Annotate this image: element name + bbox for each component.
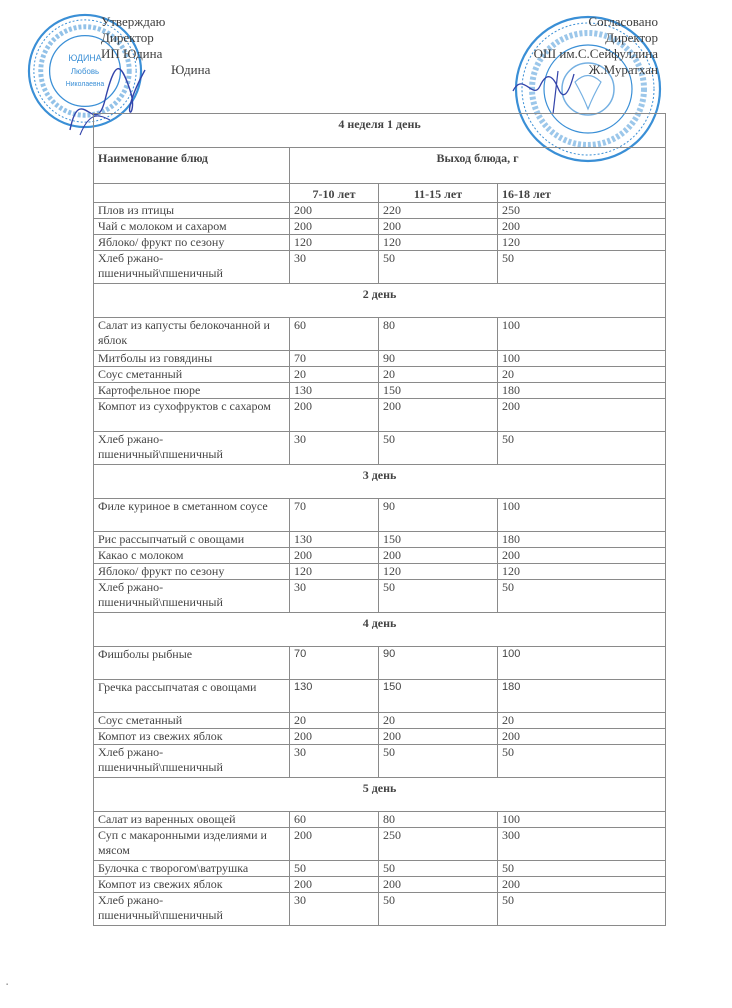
yield-7-10: 200 [290, 828, 379, 861]
table-row [94, 713, 666, 729]
yield-16-18: 120 [498, 564, 666, 580]
day-title-row [94, 778, 666, 812]
yield-16-18: 200 [498, 219, 666, 235]
dish-name: Какао с молоком [94, 548, 290, 564]
yield-11-15: 150 [379, 383, 498, 399]
table-row [94, 580, 666, 613]
yield-11-15: 90 [379, 351, 498, 367]
table-row [94, 861, 666, 877]
svg-text:ЮДИНА: ЮДИНА [68, 53, 102, 64]
yield-11-15: 200 [379, 729, 498, 745]
col-header-dish: Наименование блюд [94, 148, 290, 184]
yield-16-18: 250 [498, 203, 666, 219]
yield-11-15: 50 [379, 432, 498, 465]
yield-11-15: 50 [379, 251, 498, 284]
table-row [94, 367, 666, 383]
approval-left-line3: ИП Юдина [101, 46, 163, 61]
yield-7-10: 20 [290, 367, 379, 383]
yield-16-18: 180 [498, 680, 666, 713]
approval-block-left [101, 14, 210, 78]
yield-11-15: 200 [379, 877, 498, 893]
yield-16-18: 100 [498, 647, 666, 680]
yield-11-15: 200 [379, 219, 498, 235]
dish-name: Хлеб ржано-пшеничный\пшеничный [94, 432, 290, 465]
header-row [94, 148, 666, 184]
yield-11-15: 250 [379, 828, 498, 861]
dish-name: Салат из варенных овощей [94, 812, 290, 828]
dish-name: Суп с макаронными изделиями и мясом [94, 828, 290, 861]
yield-7-10: 200 [290, 399, 379, 432]
approval-right-line4: Ж.Муратхан [588, 62, 658, 77]
yield-16-18: 200 [498, 399, 666, 432]
table-row [94, 812, 666, 828]
yield-11-15: 120 [379, 235, 498, 251]
yield-11-15: 50 [379, 580, 498, 613]
yield-16-18: 180 [498, 383, 666, 399]
yield-7-10: 200 [290, 548, 379, 564]
yield-11-15: 50 [379, 861, 498, 877]
week-title-row [94, 114, 666, 148]
dish-name: Салат из капусты белокочанной и яблок [94, 318, 290, 351]
table-row [94, 729, 666, 745]
dish-name: Рис рассыпчатый с овощами [94, 532, 290, 548]
table-row [94, 499, 666, 532]
age-header-7-10: 7-10 лет [290, 184, 379, 203]
age-header-row [94, 184, 666, 203]
yield-7-10: 30 [290, 432, 379, 465]
svg-text:Любовь: Любовь [70, 66, 100, 76]
approval-block-right [534, 14, 658, 78]
day-title: 4 день [94, 613, 666, 647]
yield-7-10: 60 [290, 318, 379, 351]
approval-right-line2: Директор [605, 30, 658, 45]
yield-7-10: 120 [290, 564, 379, 580]
table-row [94, 828, 666, 861]
yield-16-18: 120 [498, 235, 666, 251]
yield-11-15: 20 [379, 367, 498, 383]
yield-11-15: 50 [379, 745, 498, 778]
yield-11-15: 80 [379, 812, 498, 828]
approval-left-line4 [101, 62, 210, 78]
dish-name: Хлеб ржано-пшеничный\пшеничный [94, 893, 290, 926]
age-header-16-18: 16-18 лет [498, 184, 666, 203]
table-row [94, 745, 666, 778]
yield-16-18: 50 [498, 861, 666, 877]
yield-7-10: 200 [290, 219, 379, 235]
yield-11-15: 200 [379, 399, 498, 432]
yield-16-18: 100 [498, 499, 666, 532]
yield-7-10: 70 [290, 499, 379, 532]
yield-7-10: 70 [290, 351, 379, 367]
yield-16-18: 100 [498, 812, 666, 828]
table-row [94, 647, 666, 680]
dish-name: Компот из свежих яблок [94, 877, 290, 893]
dish-name: Хлеб ржано-пшеничный\пшеничный [94, 580, 290, 613]
yield-16-18: 100 [498, 351, 666, 367]
age-header-11-15: 11-15 лет [379, 184, 498, 203]
yield-7-10: 60 [290, 812, 379, 828]
yield-16-18: 180 [498, 532, 666, 548]
table-row [94, 203, 666, 219]
yield-11-15: 90 [379, 499, 498, 532]
dish-name: Хлеб ржано-пшеничный\пшеничный [94, 251, 290, 284]
day-title-row [94, 465, 666, 499]
dish-name: Хлеб ржано-пшеничный\пшеничный [94, 745, 290, 778]
scan-mark: ▪ [6, 982, 9, 988]
dish-name: Компот из свежих яблок [94, 729, 290, 745]
yield-16-18: 20 [498, 713, 666, 729]
approval-right-line3: ОШ им.С.Сейфуллина [533, 46, 658, 61]
dish-name: Фишболы рыбные [94, 647, 290, 680]
yield-16-18: 20 [498, 367, 666, 383]
table-row [94, 351, 666, 367]
yield-11-15: 120 [379, 564, 498, 580]
yield-7-10: 30 [290, 893, 379, 926]
yield-7-10: 200 [290, 729, 379, 745]
yield-7-10: 120 [290, 235, 379, 251]
dish-name: Соус сметанный [94, 713, 290, 729]
yield-7-10: 20 [290, 713, 379, 729]
dish-name: Картофельное пюре [94, 383, 290, 399]
table-row [94, 318, 666, 351]
yield-11-15: 220 [379, 203, 498, 219]
yield-7-10: 130 [290, 383, 379, 399]
approval-left-signer: Юдина [171, 62, 211, 77]
yield-7-10: 30 [290, 745, 379, 778]
approval-left-line2: Директор [101, 30, 154, 45]
table-row [94, 877, 666, 893]
day-title-row [94, 284, 666, 318]
yield-7-10: 70 [290, 647, 379, 680]
col-header-yield: Выход блюда, г [290, 148, 666, 184]
table-row [94, 564, 666, 580]
yield-11-15: 150 [379, 680, 498, 713]
table-row [94, 532, 666, 548]
dish-name: Гречка рассыпчатая с овощами [94, 680, 290, 713]
table-row [94, 219, 666, 235]
yield-7-10: 30 [290, 251, 379, 284]
yield-16-18: 50 [498, 251, 666, 284]
approval-right-line1: Согласовано [588, 14, 658, 29]
week-title: 4 неделя 1 день [94, 114, 666, 148]
yield-7-10: 50 [290, 861, 379, 877]
table-row [94, 235, 666, 251]
dish-name: Компот из сухофруктов с сахаром [94, 399, 290, 432]
table-row [94, 548, 666, 564]
dish-name: Соус сметанный [94, 367, 290, 383]
day-title: 3 день [94, 465, 666, 499]
approval-left-line1: Утверждаю [101, 14, 166, 29]
yield-7-10: 30 [290, 580, 379, 613]
yield-7-10: 130 [290, 532, 379, 548]
table-row [94, 893, 666, 926]
table-row [94, 383, 666, 399]
yield-16-18: 50 [498, 432, 666, 465]
dish-name: Филе куриное в сметанном соусе [94, 499, 290, 532]
yield-7-10: 200 [290, 203, 379, 219]
dish-name: Яблоко/ фрукт по сезону [94, 235, 290, 251]
table-row [94, 432, 666, 465]
yield-16-18: 50 [498, 580, 666, 613]
day-title-row [94, 613, 666, 647]
yield-7-10: 200 [290, 877, 379, 893]
table-row [94, 680, 666, 713]
yield-11-15: 20 [379, 713, 498, 729]
table-row [94, 251, 666, 284]
dish-name: Чай с молоком и сахаром [94, 219, 290, 235]
yield-16-18: 50 [498, 745, 666, 778]
age-header-blank [94, 184, 290, 203]
yield-16-18: 200 [498, 548, 666, 564]
dish-name: Митболы из говядины [94, 351, 290, 367]
yield-11-15: 50 [379, 893, 498, 926]
dish-name: Яблоко/ фрукт по сезону [94, 564, 290, 580]
yield-11-15: 90 [379, 647, 498, 680]
yield-16-18: 200 [498, 729, 666, 745]
yield-16-18: 300 [498, 828, 666, 861]
yield-16-18: 50 [498, 893, 666, 926]
menu-table [93, 113, 666, 926]
day-title: 5 день [94, 778, 666, 812]
table-row [94, 399, 666, 432]
yield-11-15: 200 [379, 548, 498, 564]
dish-name: Булочка с творогом\ватрушка [94, 861, 290, 877]
yield-11-15: 150 [379, 532, 498, 548]
yield-16-18: 200 [498, 877, 666, 893]
yield-16-18: 100 [498, 318, 666, 351]
yield-7-10: 130 [290, 680, 379, 713]
dish-name: Плов из птицы [94, 203, 290, 219]
svg-text:Николаевна: Николаевна [65, 80, 105, 88]
day-title: 2 день [94, 284, 666, 318]
yield-11-15: 80 [379, 318, 498, 351]
